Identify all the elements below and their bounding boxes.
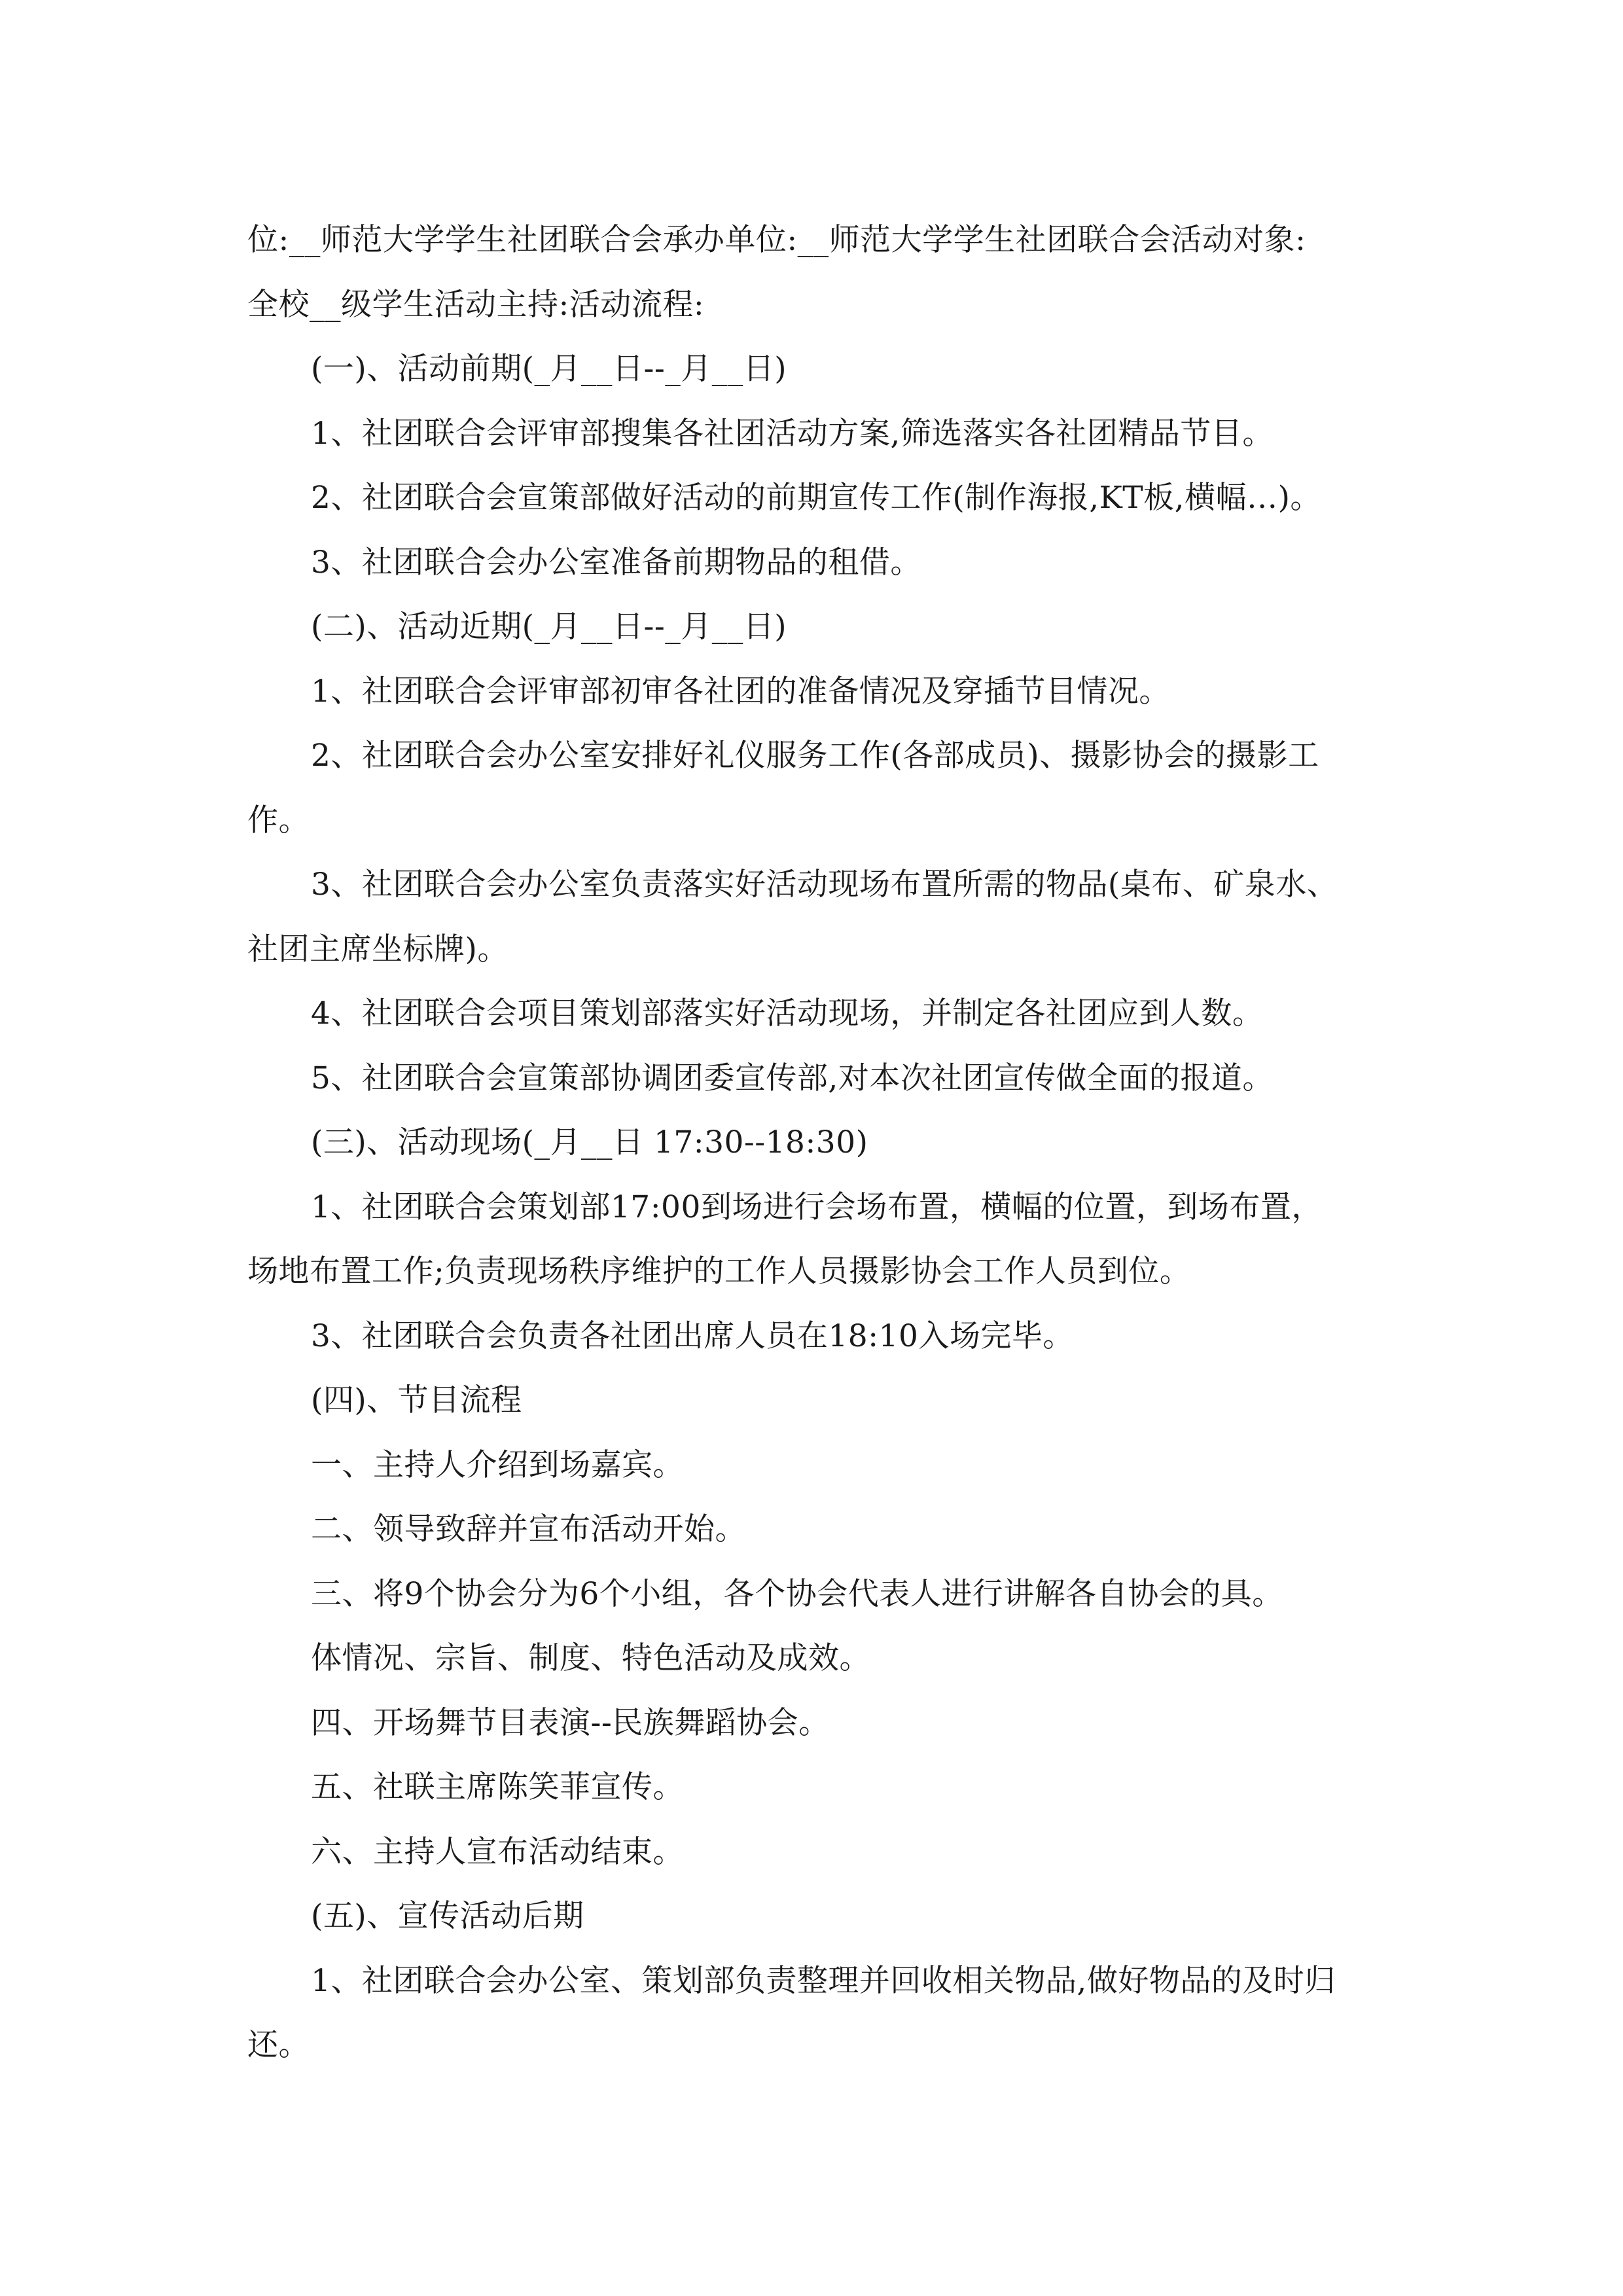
text-line: 位:__师范大学学生社团联合会承办单位:__师范大学学生社团联合会活动对象: — [247, 222, 1306, 258]
section-heading: (四)、节目流程 — [311, 1382, 522, 1418]
document-body — [247, 208, 1406, 2078]
text-line: 1、社团联合会办公室、策划部负责整理并回收相关物品,做好物品的及时归 — [311, 1962, 1336, 1999]
text-line: 3、社团联合会负责各社团出席人员在18:10入场完毕。 — [311, 1318, 1074, 1354]
text-line: 1、社团联合会评审部搜集各社团活动方案,筛选落实各社团精品节目。 — [311, 415, 1274, 452]
text-line: 社团主席坐标牌)。 — [247, 931, 508, 967]
text-line: 二、领导致辞并宣布活动开始。 — [311, 1511, 746, 1547]
text-line: 还。 — [247, 2027, 310, 2063]
text-line: 三、将9个协会分为6个小组，各个协会代表人进行讲解各自协会的具。 — [311, 1575, 1283, 1612]
text-line: 四、开场舞节目表演--民族舞蹈协会。 — [311, 1704, 830, 1741]
section-heading: (二)、活动近期(_月__日--_月__日) — [311, 609, 787, 645]
text-line: 3、社团联合会办公室负责落实好活动现场布置所需的物品(桌布、矿泉水、 — [311, 867, 1338, 903]
text-line: 全校__级学生活动主持:活动流程: — [247, 286, 705, 323]
text-line: 场地布置工作;负责现场秩序维护的工作人员摄影协会工作人员到位。 — [247, 1253, 1191, 1289]
text-line: 五、社联主席陈笑菲宣传。 — [311, 1769, 684, 1805]
section-heading: (三)、活动现场(_月__日 17:30--18:30) — [311, 1124, 868, 1160]
section-heading: (一)、活动前期(_月__日--_月__日) — [311, 351, 787, 387]
text-line: 5、社团联合会宣策部协调团委宣传部,对本次社团宣传做全面的报道。 — [311, 1060, 1274, 1096]
text-line: 1、社团联合会策划部17:00到场进行会场布置，横幅的位置，到场布置， — [311, 1189, 1323, 1225]
text-line: 2、社团联合会宣策部做好活动的前期宣传工作(制作海报,KT板,横幅…)。 — [311, 480, 1321, 516]
text-line: 2、社团联合会办公室安排好礼仪服务工作(各部成员)、摄影协会的摄影工 — [311, 738, 1319, 774]
section-heading: (五)、宣传活动后期 — [311, 1898, 584, 1934]
text-line: 六、主持人宣布活动结束。 — [311, 1833, 684, 1870]
text-line: 一、主持人介绍到场嘉宾。 — [311, 1446, 684, 1483]
text-line: 1、社团联合会评审部初审各社团的准备情况及穿插节目情况。 — [311, 673, 1170, 709]
text-line: 体情况、宗旨、制度、特色活动及成效。 — [311, 1640, 870, 1676]
text-line: 3、社团联合会办公室准备前期物品的租借。 — [311, 544, 921, 581]
text-line: 4、社团联合会项目策划部落实好活动现场，并制定各社团应到人数。 — [311, 996, 1264, 1031]
text-line: 作。 — [247, 802, 310, 838]
